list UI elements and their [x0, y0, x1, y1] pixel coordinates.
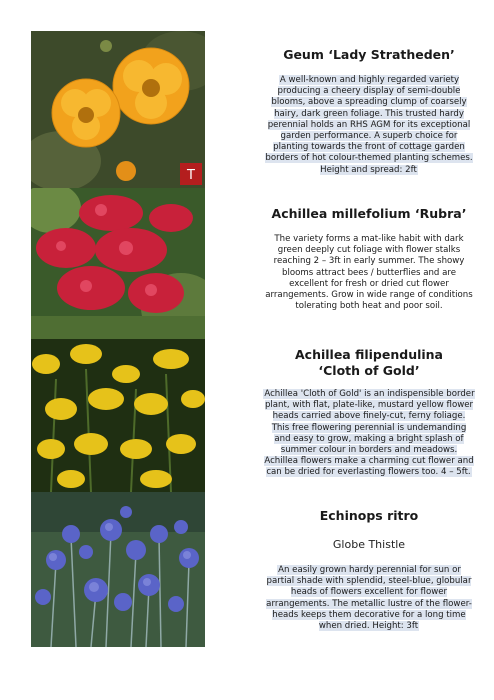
- entry-description-text: Achillea 'Cloth of Gold' is an indispensible border plant, with flat, plate-like, mustard yellow flower heads carried above finely-cut, ferny foliage. This free flowering perennial is undemanding and easy to grow, making a bright splash of summer colour in borders and meadows. Achillea flowers make a charming cut flower and can be dried for everlasting flowers too. 4 – 5ft.: [264, 389, 475, 478]
- entry-geum: [263, 47, 475, 176]
- achillea-rubra-photo: [31, 188, 205, 339]
- entry-echinops: [263, 508, 475, 632]
- entry-description: [263, 389, 475, 479]
- achillea-gold-photo: [31, 339, 205, 492]
- entry-description-text: The variety forms a mat-like habit with dark green deeply cut foliage with flower stalks reaching 2 – 3ft in early summer. The showy blooms attract bees / butterflies and are excellent for fresh or dried cut flower arrangements. Grow in wide range of conditions tolerating both heat and poor soil.: [265, 234, 473, 312]
- entry-subtitle: Globe Thistle: [332, 538, 406, 551]
- entry-title-line2: ‘Cloth of Gold’: [318, 363, 420, 378]
- echinops-photo: [31, 492, 205, 647]
- entry-achillea-gold: [263, 347, 475, 479]
- svg-text:T: T: [187, 168, 195, 183]
- entry-description: [263, 75, 475, 176]
- entry-description: [263, 234, 475, 312]
- entry-achillea-rubra: [263, 206, 475, 312]
- entry-title: Geum ‘Lady Stratheden’: [283, 47, 455, 62]
- entry-title: Echinops ritro: [319, 508, 419, 523]
- entry-description: [263, 565, 475, 632]
- entry-description-text: An easily grown hardy perennial for sun or partial shade with splendid, steel-blue, globular heads of flowers excellent for flower arrangements. The metallic lustre of the flower-heads keeps them decorative for a long time when dried. Height: 3ft: [266, 565, 472, 632]
- entry-title: Achillea millefolium ‘Rubra’: [271, 206, 467, 221]
- geum-photo: [31, 31, 205, 188]
- entry-description-text: A well-known and highly regarded variety producing a cheery display of semi-double blooms, above a spreading clump of coarsely hairy, dark green foliage. This trusted hardy perennial holds an RHS AGM for its exceptional garden performance. A superb choice for planting towards the front of cottage garden borders of hot colour-themed planting schemes. Height and spread: 2ft: [265, 75, 473, 175]
- entry-title-line1: Achillea filipendulina: [294, 347, 443, 362]
